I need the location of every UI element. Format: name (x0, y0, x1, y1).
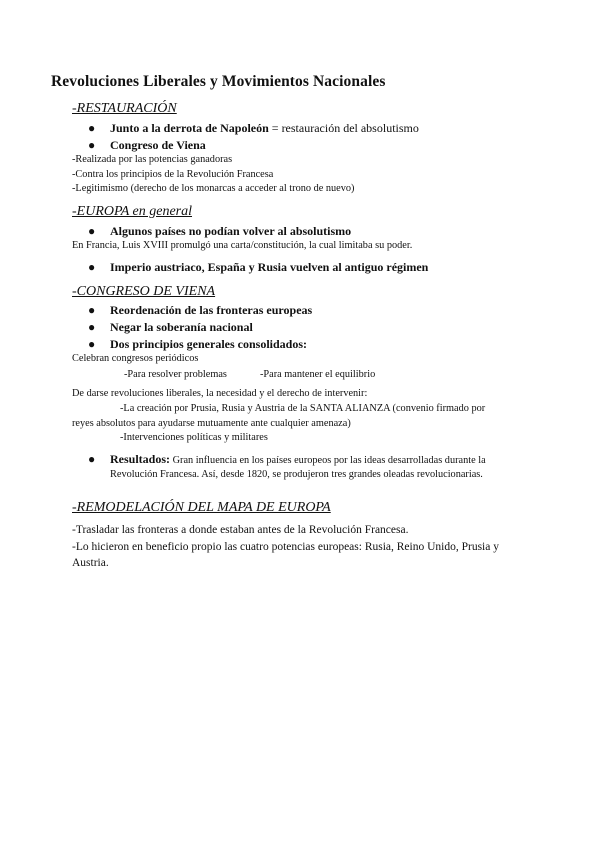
text-line: En Francia, Luis XVIII promulgó una carta/constitución, la cual limitaba su poder. (72, 240, 413, 251)
bullet-item (88, 260, 428, 275)
text-line: -Contra los principios de la Revolución Francesa (72, 169, 274, 180)
document-title: Revoluciones Liberales y Movimientos Nacionales (51, 73, 386, 90)
bullet-text-bold: Algunos países no podían volver al absolutismo (110, 224, 352, 238)
bullet-icon: ● (88, 260, 96, 274)
bullet-item (88, 303, 312, 318)
text-line: Celebran congresos periódicos (72, 353, 199, 364)
bullet-item (88, 320, 253, 335)
bullet-item (88, 337, 307, 352)
bullet-item-resultados (88, 452, 486, 467)
section-heading-restauracion: -RESTAURACIÓN (72, 101, 177, 116)
bullet-icon: ● (88, 121, 96, 135)
section-heading-remodelacion: -REMODELACIÓN DEL MAPA DE EUROPA (72, 500, 331, 515)
bullet-icon: ● (88, 303, 96, 317)
text-line: Austria. (72, 557, 109, 569)
section-heading-congreso: -CONGRESO DE VIENA (72, 284, 216, 299)
bullet-item (88, 138, 206, 153)
bullet-text-bold: Imperio austriaco, España y Rusia vuelven al antiguo régimen (110, 260, 429, 274)
bullet-text-bold: Congreso de Viena (110, 138, 206, 152)
bullet-text-bold: Negar la soberanía nacional (110, 320, 253, 334)
bullet-text: Gran influencia en los países europeos por las ideas desarrolladas durante la (170, 455, 486, 466)
text-line: -Intervenciones políticas y militares (120, 432, 268, 443)
bullet-text-bold: Junto a la derrota de Napoleón (110, 121, 269, 135)
text-line: -Lo hicieron en beneficio propio las cuatro potencias europeas: Rusia, Reino Unido, Prusia y (72, 541, 499, 553)
text-line: reyes absolutos para ayudarse mutuamente ante cualquier amenaza) (72, 418, 351, 429)
bullet-icon: ● (88, 224, 96, 238)
text-line: -Realizada por las potencias ganadoras (72, 154, 233, 165)
text-line: -Para resolver problemas (124, 369, 227, 380)
bullet-text: = restauración del absolutismo (268, 121, 419, 135)
bullet-item (88, 121, 419, 136)
bullet-icon: ● (88, 138, 96, 152)
bullet-icon: ● (88, 320, 96, 334)
text-line: -La creación por Prusia, Rusia y Austria de la SANTA ALIANZA (convenio firmado por (120, 403, 486, 414)
bullet-item (88, 224, 351, 239)
bullet-text-bold: Resultados: (110, 452, 171, 466)
bullet-icon: ● (88, 452, 96, 466)
text-line: -Para mantener el equilibrio (260, 369, 376, 380)
section-heading-europa: -EUROPA en general (72, 204, 193, 219)
text-line: -Legitimismo (derecho de los monarcas a acceder al trono de nuevo) (72, 183, 355, 194)
bullet-text-bold: Reordenación de las fronteras europeas (110, 303, 313, 317)
text-line: -Trasladar las fronteras a donde estaban antes de la Revolución Francesa. (72, 524, 409, 536)
bullet-text-bold: Dos principios generales consolidados: (110, 337, 308, 351)
text-line: Revolución Francesa. Así, desde 1820, se produjeron tres grandes oleadas revolucionarias. (110, 469, 483, 480)
bullet-icon: ● (88, 337, 96, 351)
text-line: De darse revoluciones liberales, la necesidad y el derecho de intervenir: (72, 388, 368, 399)
